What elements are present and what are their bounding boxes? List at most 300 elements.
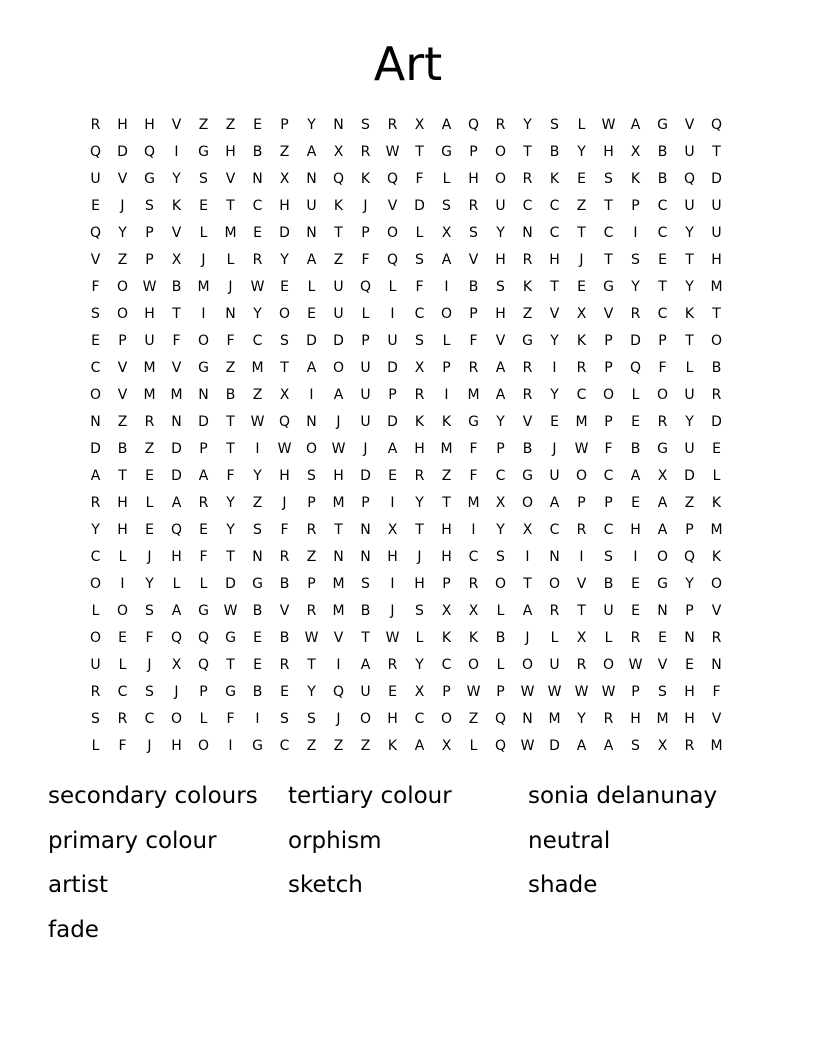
grid-letter[interactable]: Y (496, 522, 505, 538)
grid-letter[interactable]: Y (91, 522, 100, 538)
grid-letter[interactable]: K (414, 414, 425, 430)
grid-letter[interactable]: R (90, 495, 101, 511)
grid-letter[interactable]: T (361, 630, 370, 646)
grid-letter[interactable]: R (711, 630, 722, 646)
grid-letter[interactable]: C (549, 225, 560, 241)
grid-letter[interactable]: B (657, 171, 668, 187)
grid-letter[interactable]: K (684, 306, 695, 322)
grid-letter[interactable]: S (496, 279, 505, 295)
grid-letter[interactable]: M (710, 738, 723, 754)
grid-letter[interactable]: V (657, 657, 668, 673)
grid-letter[interactable]: B (549, 144, 560, 160)
grid-letter[interactable]: O (602, 387, 615, 403)
grid-letter[interactable]: S (145, 198, 154, 214)
grid-letter[interactable]: N (90, 414, 101, 430)
grid-letter[interactable]: C (603, 225, 614, 241)
grid-letter[interactable]: F (226, 333, 235, 349)
grid-letter[interactable]: Y (523, 117, 532, 133)
grid-letter[interactable]: K (468, 630, 479, 646)
grid-letter[interactable]: J (228, 279, 233, 295)
grid-letter[interactable]: N (171, 414, 182, 430)
grid-letter[interactable]: F (712, 684, 721, 700)
grid-letter[interactable]: G (252, 738, 263, 754)
grid-letter[interactable]: G (198, 360, 209, 376)
grid-letter[interactable]: N (252, 549, 263, 565)
grid-letter[interactable]: X (576, 306, 587, 322)
grid-letter[interactable]: V (171, 225, 182, 241)
grid-letter[interactable]: T (604, 198, 613, 214)
grid-letter[interactable]: Z (576, 198, 587, 214)
grid-letter[interactable]: X (657, 738, 668, 754)
grid-letter[interactable]: V (603, 306, 614, 322)
grid-letter[interactable]: V (387, 198, 398, 214)
grid-letter[interactable]: O (440, 306, 453, 322)
grid-letter[interactable]: Z (225, 360, 236, 376)
grid-letter[interactable]: H (171, 738, 182, 754)
grid-letter[interactable]: Z (306, 738, 317, 754)
grid-letter[interactable]: Y (415, 495, 424, 511)
grid-letter[interactable]: G (441, 144, 452, 160)
grid-letter[interactable]: Q (710, 117, 723, 133)
grid-letter[interactable]: R (522, 252, 533, 268)
grid-letter[interactable]: P (631, 684, 640, 700)
grid-letter[interactable]: J (174, 684, 179, 700)
grid-letter[interactable]: D (414, 198, 425, 214)
grid-letter[interactable]: E (253, 225, 262, 241)
grid-letter[interactable]: T (712, 144, 721, 160)
grid-letter[interactable]: M (656, 711, 669, 727)
grid-letter[interactable]: C (252, 198, 263, 214)
grid-letter[interactable]: J (120, 198, 125, 214)
grid-letter[interactable]: Z (198, 117, 209, 133)
grid-letter[interactable]: X (279, 171, 290, 187)
grid-letter[interactable]: W (547, 684, 562, 700)
grid-letter[interactable]: U (360, 684, 371, 700)
grid-letter[interactable]: K (360, 171, 371, 187)
grid-letter[interactable]: C (603, 522, 614, 538)
grid-letter[interactable]: L (604, 630, 613, 646)
grid-letter[interactable]: H (171, 549, 182, 565)
grid-letter[interactable]: Y (280, 252, 289, 268)
grid-letter[interactable]: R (549, 603, 560, 619)
grid-letter[interactable]: L (469, 738, 478, 754)
grid-letter[interactable]: C (414, 711, 425, 727)
grid-letter[interactable]: P (469, 306, 478, 322)
grid-letter[interactable]: M (332, 495, 345, 511)
grid-letter[interactable]: H (495, 306, 506, 322)
grid-letter[interactable]: X (414, 360, 425, 376)
grid-letter[interactable]: B (711, 360, 722, 376)
grid-letter[interactable]: M (170, 387, 183, 403)
grid-letter[interactable]: V (117, 360, 128, 376)
grid-letter[interactable]: N (333, 117, 344, 133)
grid-letter[interactable]: S (91, 306, 100, 322)
grid-letter[interactable]: C (657, 198, 668, 214)
grid-letter[interactable]: R (144, 414, 155, 430)
grid-letter[interactable]: S (280, 333, 289, 349)
grid-letter[interactable]: X (171, 657, 182, 673)
grid-letter[interactable]: W (520, 684, 535, 700)
grid-letter[interactable]: S (469, 225, 478, 241)
grid-letter[interactable]: Y (577, 144, 586, 160)
grid-letter[interactable]: I (444, 387, 449, 403)
grid-letter[interactable]: R (657, 414, 668, 430)
grid-letter[interactable]: U (495, 198, 506, 214)
grid-letter[interactable]: S (604, 549, 613, 565)
grid-letter[interactable]: Y (685, 414, 694, 430)
grid-letter[interactable]: V (279, 603, 290, 619)
grid-letter[interactable]: I (390, 495, 395, 511)
grid-letter[interactable]: P (199, 684, 208, 700)
grid-letter[interactable]: P (604, 414, 613, 430)
grid-letter[interactable]: Y (577, 711, 586, 727)
grid-letter[interactable]: O (494, 576, 507, 592)
grid-letter[interactable]: H (630, 522, 641, 538)
grid-letter[interactable]: V (225, 171, 236, 187)
grid-letter[interactable]: F (226, 468, 235, 484)
grid-letter[interactable]: G (468, 414, 479, 430)
grid-letter[interactable]: Y (415, 657, 424, 673)
grid-letter[interactable]: D (171, 468, 182, 484)
grid-letter[interactable]: T (334, 522, 343, 538)
grid-letter[interactable]: A (495, 387, 506, 403)
grid-letter[interactable]: Y (685, 576, 694, 592)
grid-letter[interactable]: M (548, 711, 561, 727)
grid-letter[interactable]: F (280, 522, 289, 538)
grid-letter[interactable]: P (361, 225, 370, 241)
grid-letter[interactable]: Y (550, 333, 559, 349)
grid-letter[interactable]: Q (197, 630, 210, 646)
grid-letter[interactable]: Q (332, 684, 345, 700)
grid-letter[interactable]: C (144, 711, 155, 727)
grid-letter[interactable]: V (171, 117, 182, 133)
grid-letter[interactable]: U (306, 198, 317, 214)
grid-letter[interactable]: M (710, 522, 723, 538)
grid-letter[interactable]: L (496, 603, 505, 619)
grid-letter[interactable]: X (441, 225, 452, 241)
grid-letter[interactable]: R (576, 522, 587, 538)
grid-letter[interactable]: C (414, 306, 425, 322)
grid-letter[interactable]: E (712, 441, 721, 457)
grid-letter[interactable]: N (360, 549, 371, 565)
grid-letter[interactable]: I (390, 576, 395, 592)
grid-letter[interactable]: P (685, 522, 694, 538)
grid-letter[interactable]: N (522, 711, 533, 727)
grid-letter[interactable]: E (253, 657, 262, 673)
grid-letter[interactable]: R (468, 576, 479, 592)
grid-letter[interactable]: C (657, 225, 668, 241)
grid-letter[interactable]: D (387, 414, 398, 430)
grid-letter[interactable]: J (147, 657, 152, 673)
grid-letter[interactable]: G (225, 630, 236, 646)
grid-letter[interactable]: S (415, 252, 424, 268)
grid-letter[interactable]: B (603, 576, 614, 592)
grid-letter[interactable]: B (225, 387, 236, 403)
grid-letter[interactable]: O (89, 576, 102, 592)
grid-letter[interactable]: M (467, 387, 480, 403)
grid-letter[interactable]: F (469, 333, 478, 349)
grid-letter[interactable]: L (172, 576, 181, 592)
grid-letter[interactable]: Y (226, 495, 235, 511)
grid-letter[interactable]: V (684, 117, 695, 133)
grid-letter[interactable]: X (387, 522, 398, 538)
grid-letter[interactable]: L (118, 549, 127, 565)
grid-letter[interactable]: I (201, 306, 206, 322)
grid-letter[interactable]: Z (117, 414, 128, 430)
grid-letter[interactable]: W (601, 117, 616, 133)
grid-letter[interactable]: B (657, 144, 668, 160)
grid-letter[interactable]: U (360, 387, 371, 403)
grid-letter[interactable]: C (576, 387, 587, 403)
grid-letter[interactable]: A (630, 468, 641, 484)
grid-letter[interactable]: E (631, 603, 640, 619)
grid-letter[interactable]: S (253, 522, 262, 538)
grid-letter[interactable]: E (550, 414, 559, 430)
grid-letter[interactable]: T (577, 225, 586, 241)
grid-letter[interactable]: B (252, 684, 263, 700)
grid-letter[interactable]: S (442, 198, 451, 214)
grid-letter[interactable]: H (414, 441, 425, 457)
grid-letter[interactable]: B (630, 441, 641, 457)
grid-letter[interactable]: B (279, 630, 290, 646)
grid-letter[interactable]: R (522, 171, 533, 187)
grid-letter[interactable]: P (145, 252, 154, 268)
grid-letter[interactable]: H (279, 198, 290, 214)
grid-letter[interactable]: H (333, 468, 344, 484)
grid-letter[interactable]: A (414, 738, 425, 754)
grid-letter[interactable]: Y (118, 225, 127, 241)
grid-letter[interactable]: L (496, 657, 505, 673)
grid-letter[interactable]: G (522, 468, 533, 484)
grid-letter[interactable]: X (657, 468, 668, 484)
grid-letter[interactable]: O (656, 549, 669, 565)
grid-letter[interactable]: Q (89, 225, 102, 241)
grid-letter[interactable]: U (684, 198, 695, 214)
grid-letter[interactable]: L (145, 495, 154, 511)
grid-letter[interactable]: R (387, 117, 398, 133)
grid-letter[interactable]: P (118, 333, 127, 349)
grid-letter[interactable]: J (579, 252, 584, 268)
grid-letter[interactable]: E (199, 522, 208, 538)
grid-letter[interactable]: P (145, 225, 154, 241)
grid-letter[interactable]: J (417, 549, 422, 565)
grid-letter[interactable]: L (631, 387, 640, 403)
grid-letter[interactable]: Z (117, 252, 128, 268)
grid-letter[interactable]: P (496, 441, 505, 457)
grid-letter[interactable]: C (495, 468, 506, 484)
grid-letter[interactable]: N (522, 225, 533, 241)
grid-letter[interactable]: C (468, 549, 479, 565)
grid-letter[interactable]: V (117, 171, 128, 187)
grid-letter[interactable]: A (171, 495, 182, 511)
grid-letter[interactable]: U (90, 657, 101, 673)
grid-letter[interactable]: D (711, 414, 722, 430)
grid-letter[interactable]: J (552, 441, 557, 457)
grid-letter[interactable]: W (223, 603, 238, 619)
grid-letter[interactable]: T (280, 360, 289, 376)
grid-letter[interactable]: H (117, 522, 128, 538)
grid-letter[interactable]: N (360, 522, 371, 538)
grid-letter[interactable]: F (469, 441, 478, 457)
grid-letter[interactable]: D (360, 468, 371, 484)
grid-letter[interactable]: O (575, 468, 588, 484)
grid-letter[interactable]: F (415, 279, 424, 295)
grid-letter[interactable]: H (468, 171, 479, 187)
grid-letter[interactable]: S (145, 684, 154, 700)
grid-letter[interactable]: X (441, 738, 452, 754)
grid-letter[interactable]: K (171, 198, 182, 214)
grid-letter[interactable]: A (306, 360, 317, 376)
grid-letter[interactable]: X (414, 684, 425, 700)
grid-letter[interactable]: O (386, 225, 399, 241)
grid-letter[interactable]: L (91, 603, 100, 619)
grid-letter[interactable]: Z (360, 738, 371, 754)
grid-letter[interactable]: U (549, 657, 560, 673)
grid-letter[interactable]: A (441, 117, 452, 133)
grid-letter[interactable]: T (550, 279, 559, 295)
grid-letter[interactable]: C (603, 468, 614, 484)
grid-letter[interactable]: L (550, 630, 559, 646)
grid-letter[interactable]: T (442, 495, 451, 511)
grid-letter[interactable]: E (631, 576, 640, 592)
grid-letter[interactable]: H (549, 252, 560, 268)
grid-letter[interactable]: J (282, 495, 287, 511)
grid-letter[interactable]: G (225, 684, 236, 700)
grid-letter[interactable]: F (91, 279, 100, 295)
grid-letter[interactable]: U (684, 144, 695, 160)
grid-letter[interactable]: T (118, 468, 127, 484)
grid-letter[interactable]: X (495, 495, 506, 511)
grid-letter[interactable]: S (91, 711, 100, 727)
grid-letter[interactable]: Q (170, 522, 183, 538)
grid-letter[interactable]: G (198, 144, 209, 160)
grid-letter[interactable]: N (198, 387, 209, 403)
grid-letter[interactable]: H (144, 306, 155, 322)
grid-letter[interactable]: X (414, 117, 425, 133)
grid-letter[interactable]: W (628, 657, 643, 673)
grid-letter[interactable]: D (198, 414, 209, 430)
grid-letter[interactable]: B (279, 576, 290, 592)
grid-letter[interactable]: F (361, 252, 370, 268)
grid-letter[interactable]: D (549, 738, 560, 754)
grid-letter[interactable]: N (657, 603, 668, 619)
grid-letter[interactable]: P (442, 576, 451, 592)
grid-letter[interactable]: O (548, 576, 561, 592)
grid-letter[interactable]: N (333, 549, 344, 565)
grid-letter[interactable]: O (197, 333, 210, 349)
grid-letter[interactable]: Y (550, 387, 559, 403)
grid-letter[interactable]: Q (170, 630, 183, 646)
grid-letter[interactable]: T (415, 522, 424, 538)
grid-letter[interactable]: F (469, 468, 478, 484)
grid-letter[interactable]: E (685, 657, 694, 673)
grid-letter[interactable]: X (279, 387, 290, 403)
grid-letter[interactable]: Z (522, 306, 533, 322)
grid-letter[interactable]: R (711, 387, 722, 403)
grid-letter[interactable]: I (579, 549, 584, 565)
grid-letter[interactable]: A (198, 468, 209, 484)
grid-letter[interactable]: R (252, 252, 263, 268)
grid-letter[interactable]: W (331, 441, 346, 457)
grid-letter[interactable]: F (118, 738, 127, 754)
grid-letter[interactable]: U (144, 333, 155, 349)
grid-letter[interactable]: O (440, 711, 453, 727)
grid-letter[interactable]: U (360, 414, 371, 430)
grid-letter[interactable]: A (603, 738, 614, 754)
grid-letter[interactable]: F (226, 711, 235, 727)
grid-letter[interactable]: K (576, 333, 587, 349)
grid-letter[interactable]: T (307, 657, 316, 673)
grid-letter[interactable]: G (522, 333, 533, 349)
grid-letter[interactable]: R (306, 603, 317, 619)
grid-letter[interactable]: E (199, 198, 208, 214)
grid-letter[interactable]: C (549, 522, 560, 538)
grid-letter[interactable]: E (118, 630, 127, 646)
grid-letter[interactable]: A (171, 603, 182, 619)
grid-letter[interactable]: O (116, 603, 129, 619)
grid-letter[interactable]: R (414, 468, 425, 484)
grid-letter[interactable]: T (226, 414, 235, 430)
grid-letter[interactable]: G (657, 117, 668, 133)
grid-letter[interactable]: L (199, 225, 208, 241)
grid-letter[interactable]: R (603, 711, 614, 727)
grid-letter[interactable]: N (306, 414, 317, 430)
grid-letter[interactable]: L (199, 576, 208, 592)
grid-letter[interactable]: O (710, 333, 723, 349)
grid-letter[interactable]: Q (494, 711, 507, 727)
grid-letter[interactable]: S (604, 171, 613, 187)
grid-letter[interactable]: K (441, 414, 452, 430)
grid-letter[interactable]: D (711, 171, 722, 187)
grid-letter[interactable]: O (467, 657, 480, 673)
grid-letter[interactable]: T (226, 441, 235, 457)
grid-letter[interactable]: R (522, 387, 533, 403)
grid-letter[interactable]: P (469, 144, 478, 160)
grid-letter[interactable]: C (441, 657, 452, 673)
grid-letter[interactable]: E (253, 630, 262, 646)
grid-letter[interactable]: L (442, 333, 451, 349)
grid-letter[interactable]: V (333, 630, 344, 646)
grid-letter[interactable]: T (577, 603, 586, 619)
grid-letter[interactable]: I (444, 279, 449, 295)
grid-letter[interactable]: H (414, 576, 425, 592)
grid-letter[interactable]: S (658, 684, 667, 700)
grid-letter[interactable]: I (390, 306, 395, 322)
grid-letter[interactable]: Y (226, 522, 235, 538)
grid-letter[interactable]: I (228, 738, 233, 754)
grid-letter[interactable]: S (361, 576, 370, 592)
grid-letter[interactable]: F (604, 441, 613, 457)
grid-letter[interactable]: J (147, 738, 152, 754)
grid-letter[interactable]: U (333, 306, 344, 322)
grid-letter[interactable]: I (552, 360, 557, 376)
grid-letter[interactable]: P (631, 198, 640, 214)
grid-letter[interactable]: A (657, 522, 668, 538)
grid-letter[interactable]: Z (279, 144, 290, 160)
grid-letter[interactable]: E (631, 495, 640, 511)
grid-letter[interactable]: Q (89, 144, 102, 160)
grid-letter[interactable]: O (710, 576, 723, 592)
grid-letter[interactable]: L (415, 225, 424, 241)
grid-letter[interactable]: S (307, 711, 316, 727)
grid-letter[interactable]: T (685, 252, 694, 268)
grid-letter[interactable]: E (91, 333, 100, 349)
grid-letter[interactable]: D (306, 333, 317, 349)
grid-letter[interactable]: O (494, 144, 507, 160)
grid-letter[interactable]: T (604, 252, 613, 268)
grid-letter[interactable]: R (306, 522, 317, 538)
grid-letter[interactable]: Z (252, 387, 263, 403)
